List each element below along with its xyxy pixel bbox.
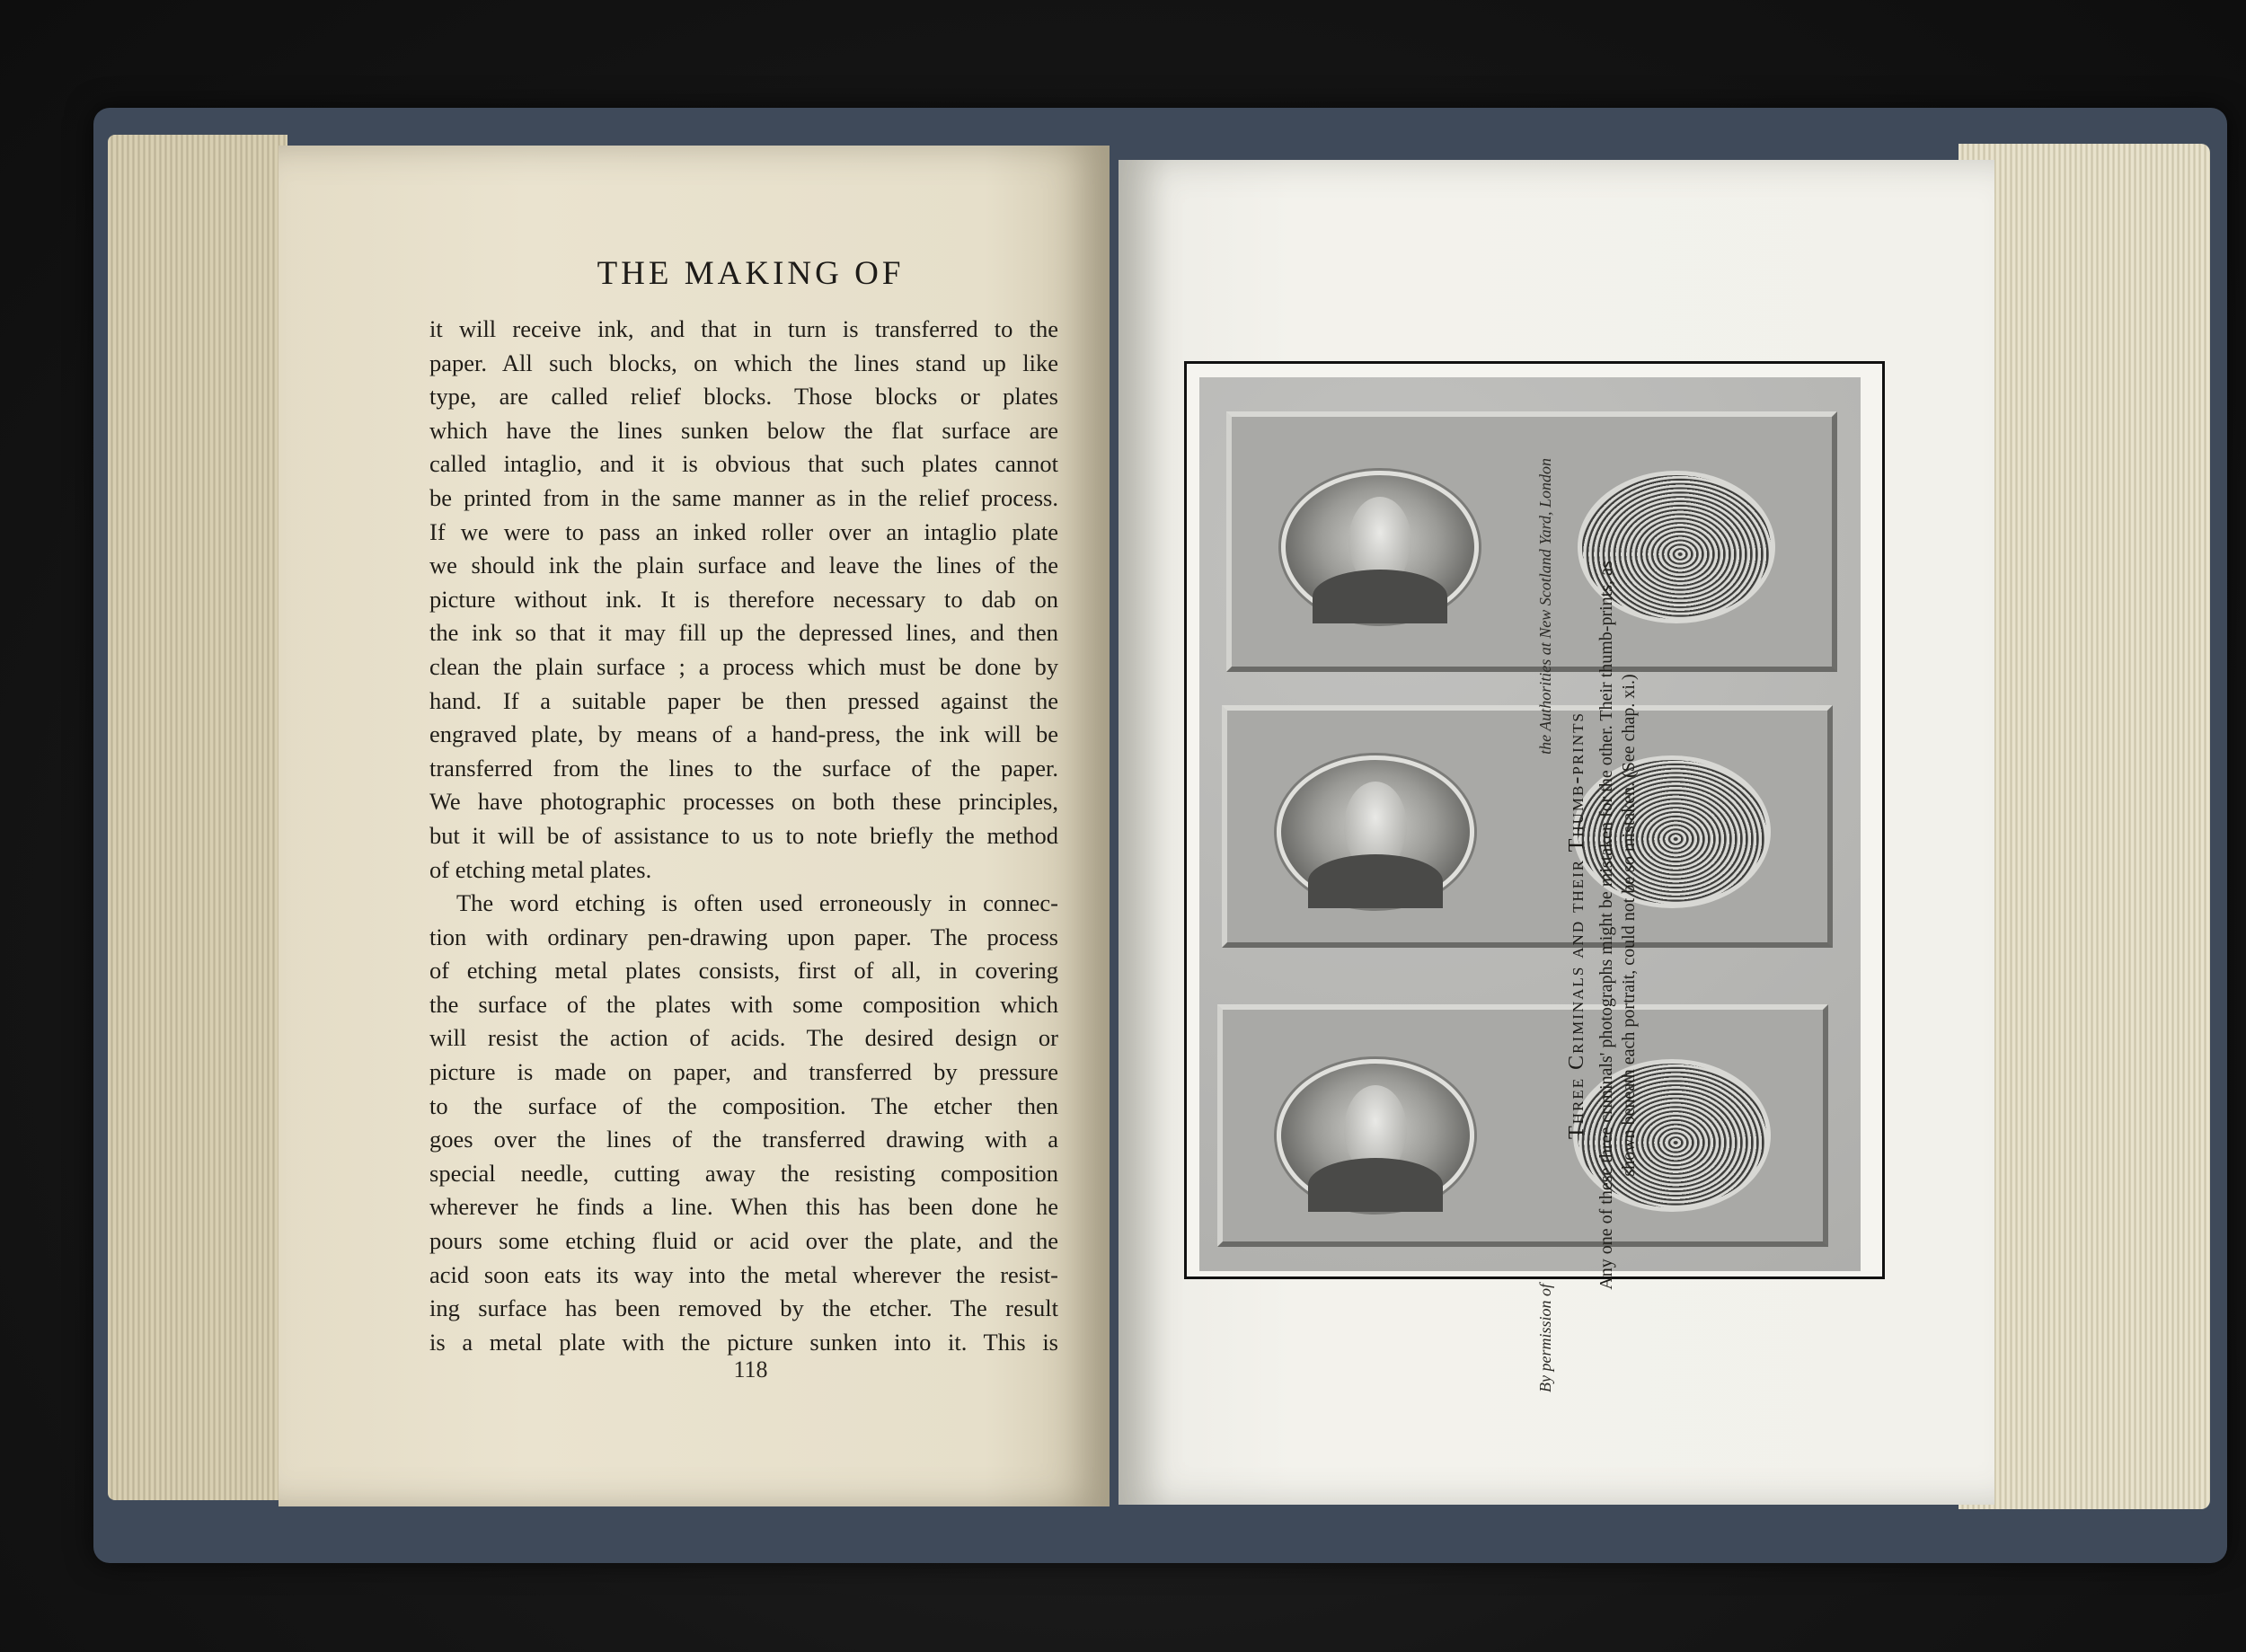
text-line: is a metal plate with the picture sunken into it. This is: [429, 1328, 1058, 1356]
text-line: clean the plain surface ; a process which must be done by: [429, 652, 1058, 680]
text-line: but it will be of assistance to us to note briefly the method: [429, 821, 1058, 849]
left-page-edges: [108, 135, 287, 1500]
plate-panel-2: [1222, 705, 1833, 948]
text-line: of etching metal plates.: [429, 855, 652, 883]
text-line: it will receive ink, and that in turn is transferred to the: [429, 315, 1058, 342]
text-line: of etching metal plates consists, first of all, in covering: [429, 957, 1058, 985]
text-line: the ink so that it may fill up the depressed lines, and then: [429, 619, 1058, 647]
photo-plate: [1199, 377, 1861, 1271]
body-text: [429, 313, 1058, 1356]
caption-line-1: Any one of these three criminals' photographs might be mistaken for the other. Their thumb-prints, as: [1596, 561, 1616, 1290]
criminal-portrait-2: [1277, 755, 1474, 908]
text-line: called intaglio, and it is obvious that such plates cannot: [429, 450, 1058, 478]
text-line: the surface of the plates with some composition which: [429, 990, 1058, 1018]
text-line: The word etching is often used erroneously in connec-: [456, 889, 1058, 917]
page-number: 118: [733, 1356, 768, 1383]
caption-description: [1596, 458, 1640, 1392]
right-page-edges: [1959, 144, 2210, 1509]
running-heading: THE MAKING OF: [597, 255, 905, 292]
criminal-portrait-1: [1281, 471, 1479, 623]
text-line: special needle, cutting away the resisting composition: [429, 1159, 1058, 1187]
text-line: paper. All such blocks, on which the lines stand up like: [429, 349, 1058, 376]
caption-title: Three Criminals and their Thumb-prints: [1565, 711, 1588, 1139]
plate-panel-1: [1226, 411, 1837, 672]
text-line: If we were to pass an inked roller over an intaglio plate: [429, 517, 1058, 545]
text-line: goes over the lines of the transferred drawing with a: [429, 1126, 1058, 1153]
text-line: We have photographic processes on both these principles,: [429, 788, 1058, 816]
text-line: type, are called relief blocks. Those blocks or plates: [429, 383, 1058, 411]
text-line: we should ink the plain surface and leave the lines of the: [429, 552, 1058, 579]
text-line: to the surface of the composition. The etcher then: [429, 1091, 1058, 1119]
text-line: transferred from the lines to the surface of the paper.: [429, 754, 1058, 782]
text-line: acid soon eats its way into the metal wherever the resist-: [429, 1260, 1058, 1288]
plate-panel-3: [1217, 1004, 1828, 1247]
plate-caption: [1536, 458, 1639, 1392]
credit-left: By permission of: [1536, 1284, 1554, 1392]
text-line: engraved plate, by means of a hand-press, the ink will be: [429, 720, 1058, 748]
caption-line-2: shown beneath each portrait, could not be so mistaken. (See chap. xi.): [1619, 674, 1639, 1177]
criminal-portrait-3: [1277, 1059, 1474, 1212]
text-line: be printed from in the same manner as in the relief process.: [429, 483, 1058, 511]
text-line: wherever he finds a line. When this has been done he: [429, 1193, 1058, 1221]
text-line: hand. If a suitable paper be then pressed against the: [429, 686, 1058, 714]
credit-right: the Authorities at New Scotland Yard, London: [1536, 458, 1554, 755]
text-line: picture is made on paper, and transferred by pressure: [429, 1058, 1058, 1086]
text-line: will resist the action of acids. The desired design or: [429, 1024, 1058, 1052]
text-line: tion with ordinary pen-drawing upon paper. The process: [429, 923, 1058, 950]
text-line: pours some etching fluid or acid over the plate, and the: [429, 1227, 1058, 1255]
text-line: which have the lines sunken below the flat surface are: [429, 416, 1058, 444]
text-line: picture without ink. It is therefore necessary to dab on: [429, 585, 1058, 613]
photo-credit: [1536, 458, 1554, 1392]
text-line: ing surface has been removed by the etcher. The result: [429, 1294, 1058, 1322]
